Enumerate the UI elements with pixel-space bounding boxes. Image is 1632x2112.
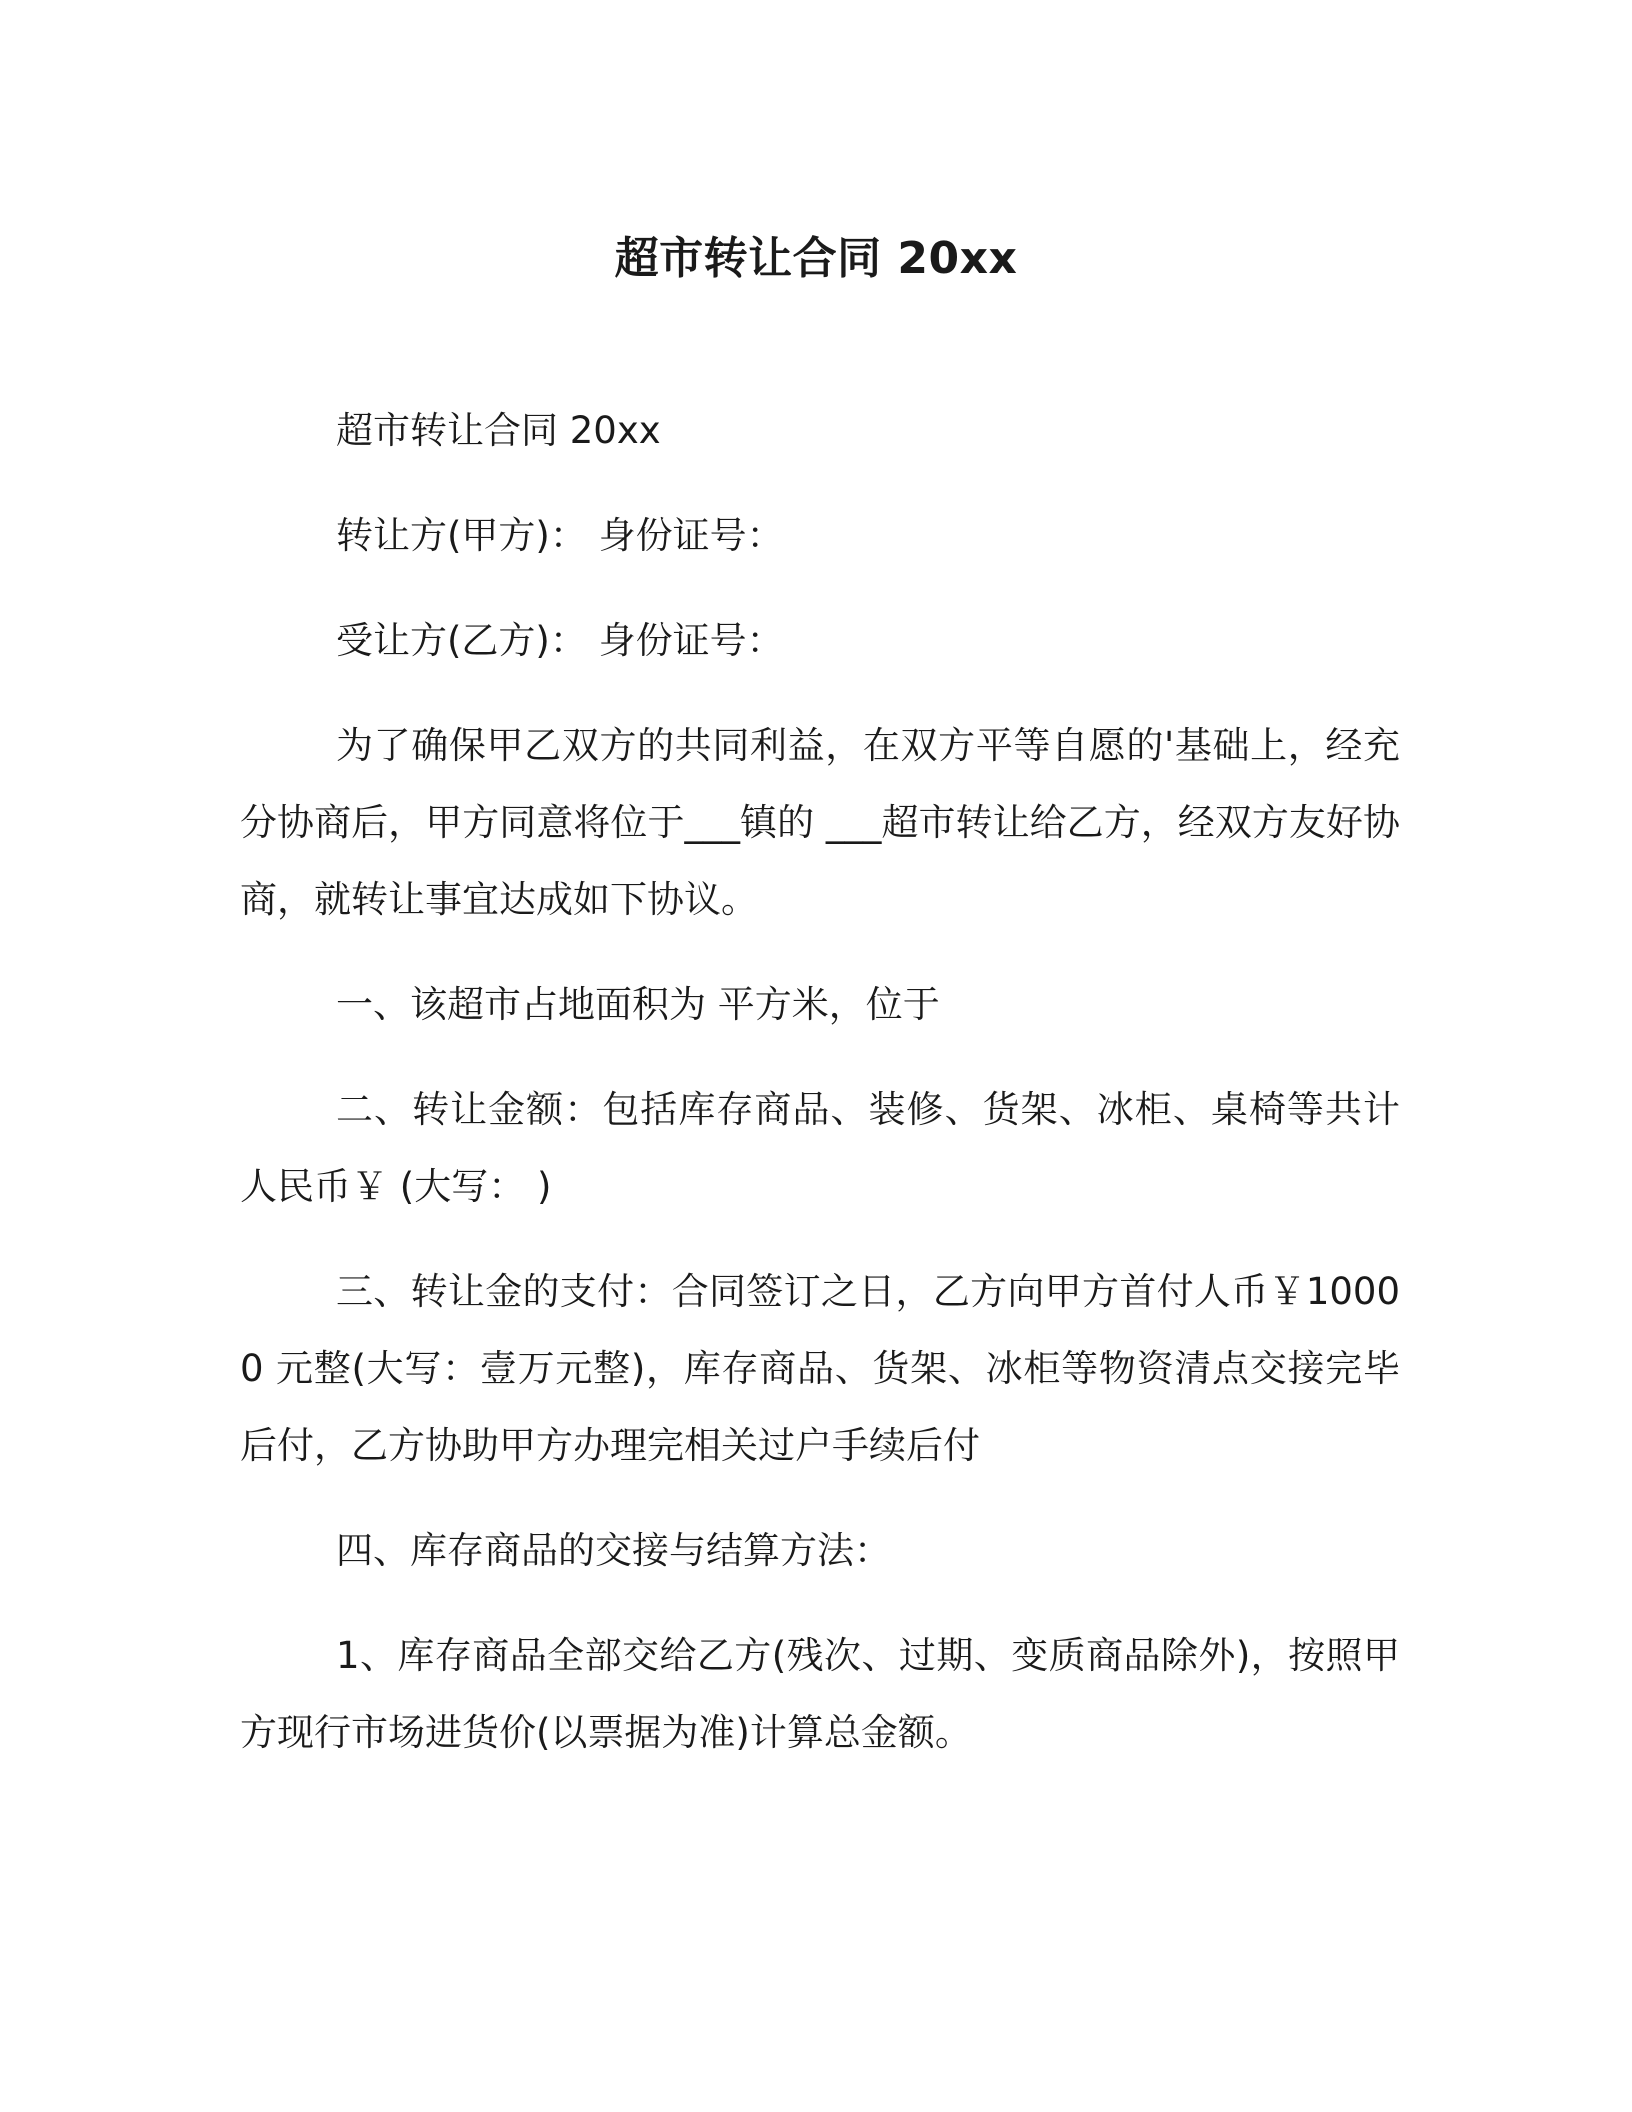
paragraph-transferor: 转让方(甲方)： 身份证号： xyxy=(336,514,784,557)
paragraph-clause-4: 四、库存商品的交接与结算方法： xyxy=(336,1529,891,1572)
paragraph-preamble: 为了确保甲乙双方的共同利益，在双方平等自愿的'基础上，经充分协商后，甲方同意将位于___镇的 ___超市转让给乙方，经双方友好协商，就转让事宜达成如下协议。 xyxy=(240,724,1400,921)
document-title: 超市转让合同 20xx xyxy=(614,233,1018,284)
paragraph-clause-4-item-1: 1、库存商品全部交给乙方(残次、过期、变质商品除外)，按照甲方现行市场进货价(以票据为准)计算总金额。 xyxy=(240,1634,1400,1754)
paragraph-clause-3: 三、转让金的支付：合同签订之日，乙方向甲方首付人币￥10000 元整(大写：壹万元整)，库存商品、货架、冰柜等物资清点交接完毕后付，乙方协助甲方办理完相关过户手续后付 xyxy=(240,1270,1400,1467)
paragraph-clause-1: 一、该超市占地面积为 平方米，位于 xyxy=(336,983,940,1026)
document-body xyxy=(240,392,1400,1799)
paragraph-clause-2: 二、转让金额：包括库存商品、装修、货架、冰柜、桌椅等共计人民币￥ (大写： ) xyxy=(240,1088,1400,1208)
paragraph-transferee: 受让方(乙方)： 身份证号： xyxy=(336,619,784,662)
paragraph-subtitle: 超市转让合同 20xx xyxy=(336,409,661,452)
